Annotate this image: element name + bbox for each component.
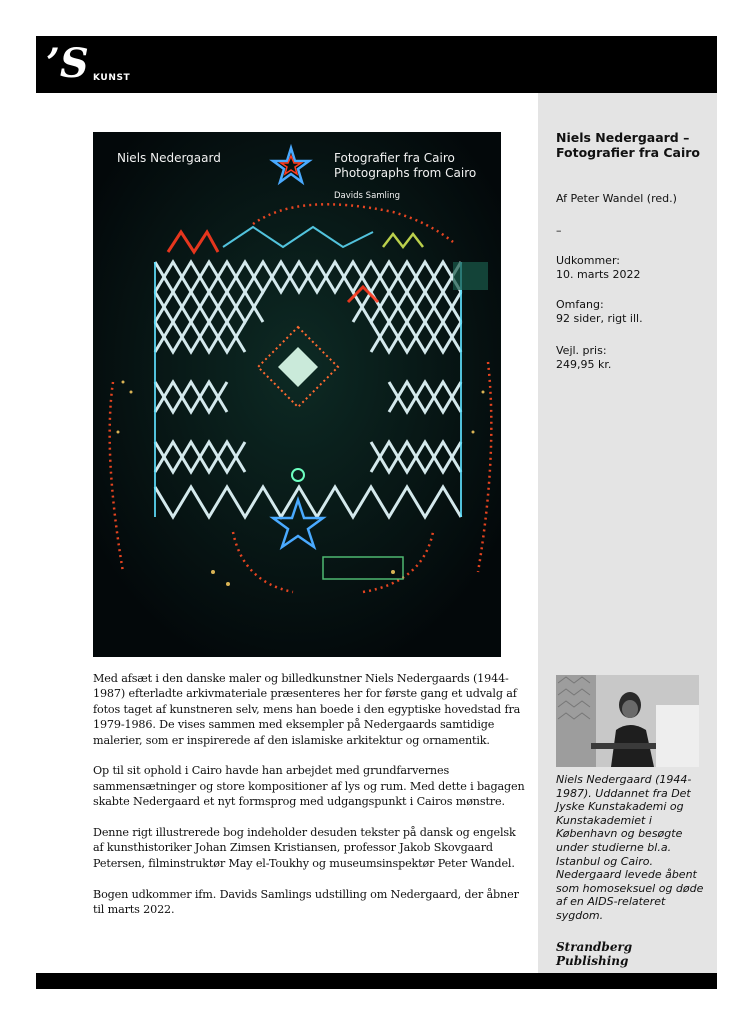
extent-info xyxy=(556,298,706,326)
book-title: Niels Nedergaard – Fotografier fra Cairo xyxy=(556,130,701,160)
release-value: 10. marts 2022 xyxy=(556,268,641,281)
separator-dash: – xyxy=(556,224,562,237)
brand-logo[interactable]: ’S xyxy=(46,40,89,87)
price-info xyxy=(556,344,706,372)
publisher-name: Strandberg Publishing xyxy=(556,940,633,968)
cover-publisher: Davids Samling xyxy=(334,191,401,201)
book-cover-image xyxy=(93,132,501,657)
cover-title-da: Fotografier fra Cairo xyxy=(334,151,455,165)
section-label[interactable]: KUNST xyxy=(93,73,131,83)
body-paragraph: Bogen udkommer ifm. Davids Samlings udstilling om Nedergaard, der åbner til marts 2022. xyxy=(93,887,519,917)
body-paragraph: Op til sit ophold i Cairo havde han arbejdet med grundfarvernes sammensætninger og store kompositioner af lys og rum. Med dette i bagagen skabte Nedergaard et nyt formsprog med udgangspunkt i Cairos mønstre. xyxy=(93,764,525,809)
release-label: Udkommer: xyxy=(556,254,620,267)
body-text xyxy=(93,671,525,933)
extent-value: 92 sider, rigt ill. xyxy=(556,312,643,325)
release-info xyxy=(556,254,706,282)
cover-title-en: Photographs from Cairo xyxy=(334,166,477,180)
portrait-illustration xyxy=(556,675,699,767)
price-label: Vejl. pris: xyxy=(556,344,607,357)
artist-portrait-photo xyxy=(556,675,699,767)
cover-title xyxy=(334,151,476,181)
price-value: 249,95 kr. xyxy=(556,358,612,371)
editor-line: Af Peter Wandel (red.) xyxy=(556,192,677,205)
header-bar xyxy=(36,36,717,93)
cover-author: Niels Nedergaard xyxy=(117,151,221,165)
extent-label: Omfang: xyxy=(556,298,604,311)
neon-lattice-illustration xyxy=(93,132,501,657)
body-paragraph: Denne rigt illustrerede bog indeholder desuden tekster på dansk og engelsk af kunsthistoriker Johan Zimsen Kristiansen, professor Jakob Skovgaard Petersen, filminstruktør May el-Toukhy og museumsinspektør Peter Wandel. xyxy=(93,826,516,870)
portrait-caption: Niels Nedergaard (1944-1987). Uddannet fra Det Jyske Kunstakademi og Kunstakademiet i København og besøgte under studierne bl.a. Istanbul og Cairo. Nedergaard levede åbent som homoseksuel og døde af en AIDS-relateret sygdom. xyxy=(556,773,704,922)
body-paragraph: Med afsæt i den danske maler og billedkunstner Niels Nedergaards (1944-1987) efterladte arkivmateriale præsenteres her for første gang et udvalg af fotos taget af kunstneren selv, mens han boede i den egyptiske hovedstad fra 1979-1986. De vises sammen med eksempler på Nedergaards samtidige malerier, som er inspirerede af den islamiske arkitektur og ornamentik. xyxy=(93,672,521,747)
footer-bar xyxy=(36,973,717,989)
